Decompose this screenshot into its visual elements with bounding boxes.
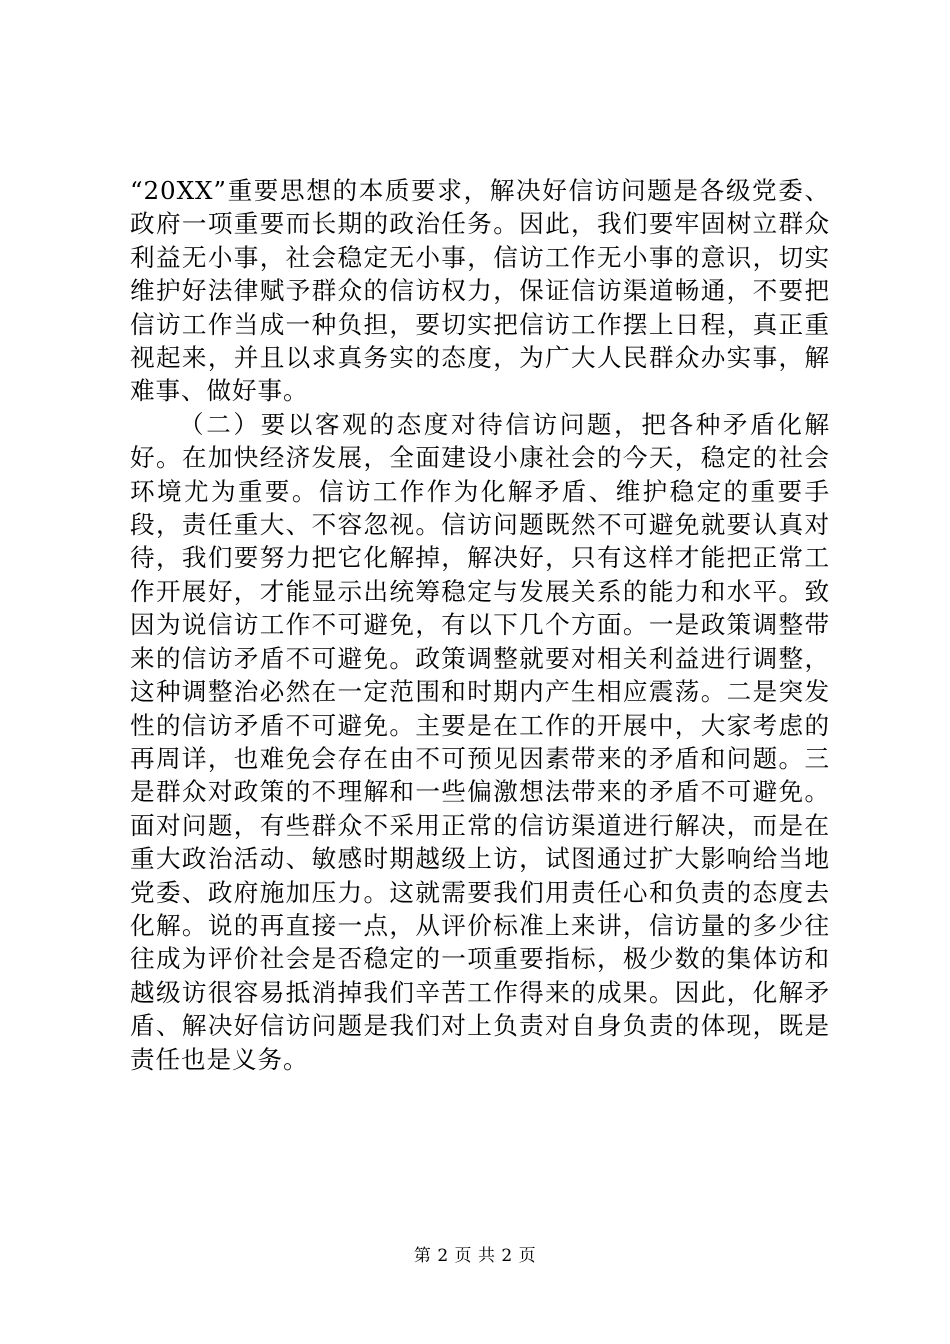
paragraph-2: （二）要以客观的态度对待信访问题，把各种矛盾化解好。在加快经济发展，全面建设小康社会的今天，稳定的社会环境尤为重要。信访工作作为化解矛盾、维护稳定的重要手段，责任重大、不容忽视。信访问题既然不可避免就要认真对待，我们要努力把它化解掉，解决好，只有这样才能把正常工作开展好，才能显示出统筹稳定与发展关系的能力和水平。致因为说信访工作不可避免，有以下几个方面。一是政策调整带来的信访矛盾不可避免。政策调整就要对相关利益进行调整，这种调整治必然在一定范围和时期内产生相应震荡。二是突发性的信访矛盾不可避免。主要是在工作的开展中，大家考虑的再周详，也难免会存在由不可预见因素带来的矛盾和问题。三是群众对政策的不理解和一些偏激想法带来的矛盾不可避免。面对问题，有些群众不采用正常的信访渠道进行解决，而是在重大政治活动、敏感时期越级上访，试图通过扩大影响给当地党委、政府施加压力。这就需要我们用责任心和负责的态度去化解。说的再直接一点，从评价标准上来讲，信访量的多少往往成为评价社会是否稳定的一项重要指标，极少数的集体访和越级访很容易抵消掉我们辛苦工作得来的成果。因此，化解矛盾、解决好信访问题是我们对上负责对自身负责的体现，既是责任也是义务。: [130, 409, 830, 1074]
page-footer: 第 2 页 共 2 页: [413, 1246, 537, 1266]
paragraph-1: “20XX”重要思想的本质要求，解决好信访问题是各级党委、政府一项重要而长期的政治任务。因此，我们要牢固树立群众利益无小事，社会稳定无小事，信访工作无小事的意识，切实维护好法律赋予群众的信访权力，保证信访渠道畅通，不要把信访工作当成一种负担，要切实把信访工作摆上日程，真正重视起来，并且以求真务实的态度，为广大人民群众办实事，解难事、做好事。: [130, 176, 830, 406]
document-body: [130, 174, 830, 1076]
